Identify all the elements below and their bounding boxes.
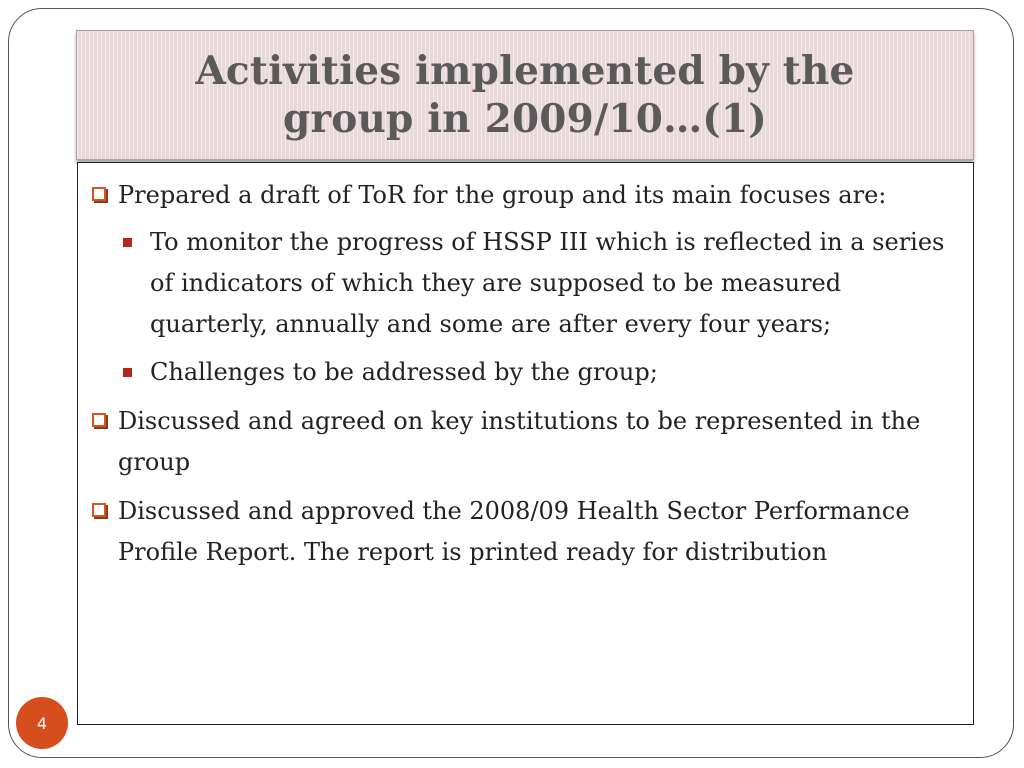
- bullet-text: Prepared a draft of ToR for the group and its main focuses are:: [118, 181, 887, 209]
- sub-bullet-item: [118, 352, 955, 393]
- slide-title: [195, 47, 854, 143]
- bullet-item: [90, 175, 955, 393]
- title-band: [76, 30, 974, 160]
- bullet-list: [90, 175, 955, 573]
- sub-bullet-text: Challenges to be addressed by the group;: [150, 358, 658, 386]
- sub-bullet-text: To monitor the progress of HSSP III which is reflected in a series of indicators of which they are supposed to be measured quarterly, annually and some are after every four years;: [150, 228, 945, 338]
- content-box: [77, 162, 974, 725]
- bullet-item: [90, 401, 955, 483]
- sub-bullet-list: [118, 222, 955, 393]
- square-icon: [123, 238, 132, 247]
- slide-title-line-1: Activities implemented by the: [195, 48, 855, 94]
- sub-bullet-item: [118, 222, 955, 345]
- checkbox-icon: [92, 413, 106, 427]
- checkbox-icon: [92, 187, 106, 201]
- square-icon: [123, 368, 132, 377]
- bullet-item: [90, 491, 955, 573]
- bullet-text: Discussed and approved the 2008/09 Health Sector Performance Profile Report. The report is printed ready for distribution: [118, 497, 910, 566]
- bullet-text: Discussed and agreed on key institutions to be represented in the group: [118, 407, 921, 476]
- slide-title-line-2: group in 2009/10…(1): [283, 96, 767, 142]
- page-number: 4: [36, 713, 48, 733]
- page-number-badge: [16, 697, 68, 749]
- checkbox-icon: [92, 503, 106, 517]
